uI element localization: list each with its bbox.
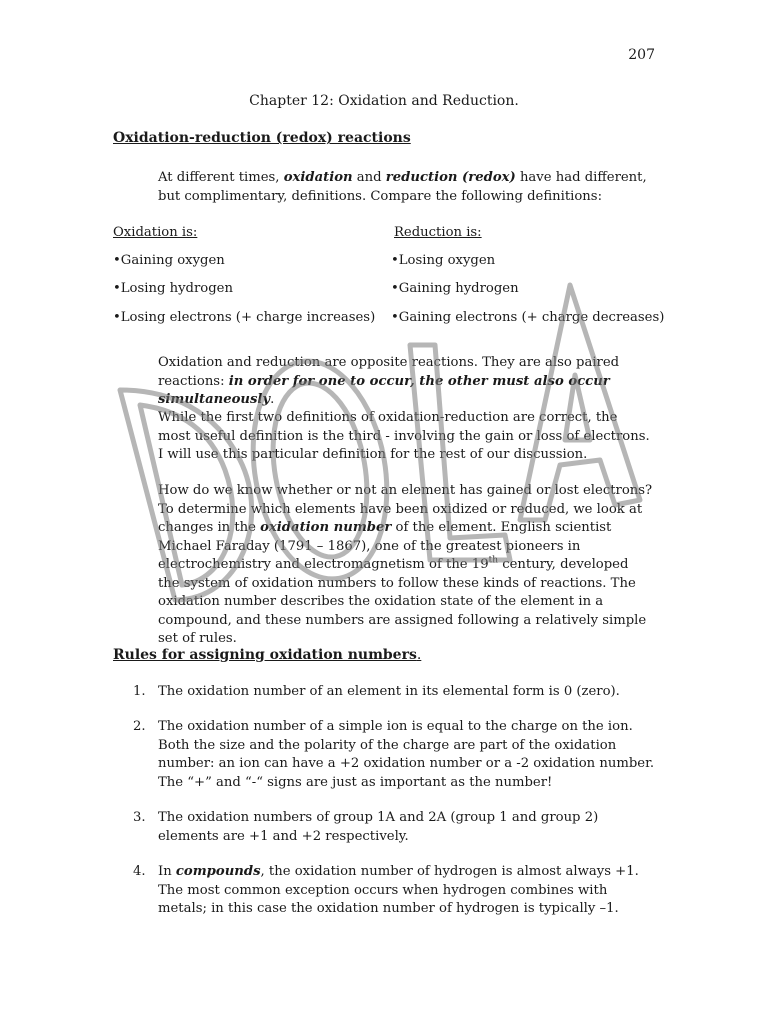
chapter-title: Chapter 12: Oxidation and Reduction. (249, 93, 519, 109)
reduction-item: •Gaining electrons (+ charge decreases) (391, 310, 665, 325)
page-number: 207 (628, 47, 655, 63)
paired-paragraph: Oxidation and reduction are opposite reactions. They are also paired reactions: in order for one to occur, the other must also occur simultaneously. (158, 355, 620, 407)
intro-paragraph: At different times, oxidation and reduction (redox) have had different, but complimentary, definitions. Compare the following definitions: (158, 170, 647, 204)
reduction-item: •Gaining hydrogen (391, 281, 519, 296)
definition-paragraph: While the first two definitions of oxidation-reduction are correct, the most useful definition is the third - involving the gain or loss of electrons. I will use this particular definition for the rest of our discussion. (158, 410, 650, 462)
section-heading-rules: Rules for assigning oxidation numbers. (113, 647, 422, 663)
oxidation-item: •Gaining oxygen (113, 253, 225, 268)
section-heading-redox: Oxidation-reduction (redox) reactions (113, 130, 411, 146)
oxidation-item: •Losing electrons (+ charge increases) (113, 310, 376, 325)
oxidation-item: •Losing hydrogen (113, 281, 233, 296)
reduction-column-heading: Reduction is: (394, 225, 482, 240)
oxidation-column-heading: Oxidation is: (113, 225, 198, 240)
oxidation-number-paragraph: How do we know whether or not an element has gained or lost electrons? To determine which elements have been oxidized or reduced, we look at changes in the oxidation number of the element. English scientist Michael Faraday (1791 – 1867), one of the greatest pioneers in electrochemistry and electromagnetism of the 19th century, developed the system of oxidation numbers to follow these kinds of reactions. The oxidation number describes the oxidation state of the element in a compound, and these numbers are assigned following a relatively simple set of rules. (158, 483, 653, 646)
reduction-item: •Losing oxygen (391, 253, 496, 268)
document-page: 207 Chapter 12: Oxidation and Reduction. Oxidation-reduction (redox) reactions At different times, oxidation and reduction (redox) have had different, but complimentary, definitions. Compare the following definitions: Oxidation is: Reduction is: •Gaining oxygen •Losing hydrogen •Losing electrons (+ charge increases) •Losing oxygen •Gaining hydrogen •Gaining electrons (+ charge decreases) Oxidation and reduction are opposite reactions. They are also paired reactions: in order for one to occur, the other must also occur simultaneously. While the first two definitions of oxidation-reduction are correct, the most useful definition is the third - involving the gain or loss of electrons. I will use this particular definition for the rest of our discussion. How do we know whether or not an element has gained or lost electrons? To determine which elements have been oxidized or reduced, we look at changes in the oxidation number of the element. English scientist Michael Faraday (1791 – 1867), one of the greatest pioneers in electrochemistry and electromagnetism of the 19th century, developed the system of oxidation numbers to follow these kinds of reactions. The oxidation number describes the oxidation state of the element in a compound, and these numbers are assigned following a relatively simple set of rules. Rules for assigning oxidation numbers. 1. The oxidation number of an element in its elemental form is 0 (zero). 2. The oxidation number of a simple ion is equal to the charge on the ion. Both the size and the polarity of the charge are part of the oxidation number: an ion can have a +2 oxidation number or a -2 oxidation number. The “+” and “-“ signs are just as important as the number! 3. The oxidation numbers of group 1A and 2A (group 1 and group 2) elements are +1 and +2 respectively. 4. In compounds, the oxidation number of hydrogen is almost always +1. The most common exception occurs when hydrogen combines with metals; in this case the oxidation number of hydrogen is typically –1. (0, 0, 768, 1024)
